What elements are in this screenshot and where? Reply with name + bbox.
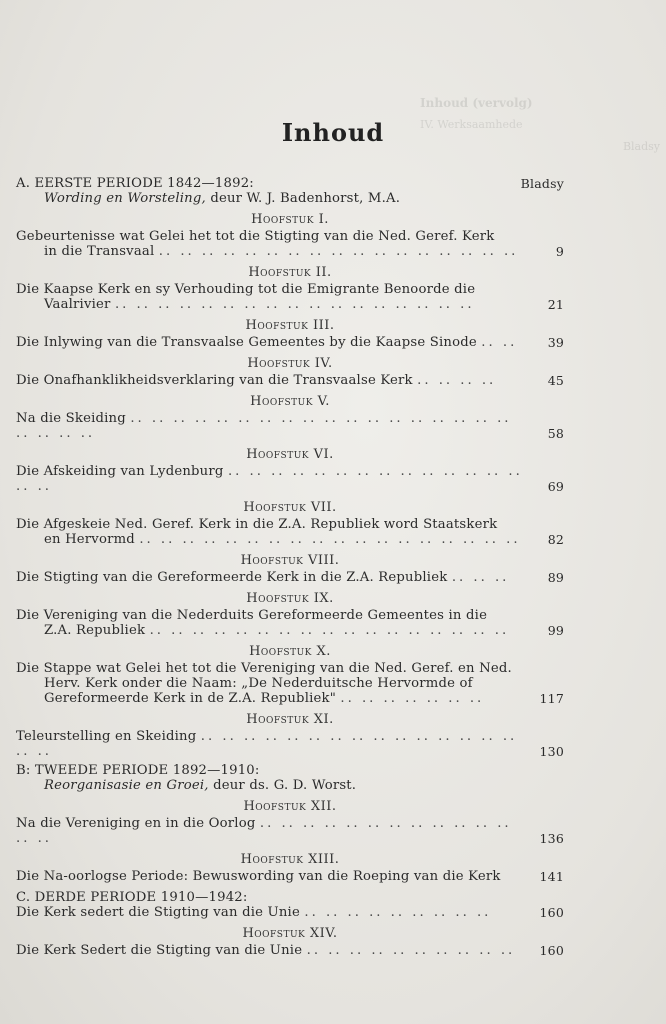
entry-line: Na die Skeiding xyxy=(16,411,126,426)
toc-entry[interactable] xyxy=(16,570,564,585)
section-b-title: B: TWEEDE PERIODE 1892—1910: xyxy=(16,763,260,778)
subtitle-italic: Wording en Worsteling, xyxy=(44,191,206,206)
leader-dots: .. .. .. .. .. .. .. .. .. .. .. .. .. .. xyxy=(16,816,512,846)
chapter-heading: Hoofstuk XI. xyxy=(246,712,334,727)
page-number: 39 xyxy=(547,335,564,350)
toc-entry[interactable] xyxy=(16,517,564,547)
toc-entry[interactable] xyxy=(16,608,564,638)
chapter-heading: Hoofstuk V. xyxy=(250,394,330,409)
toc-entry[interactable] xyxy=(16,905,564,920)
subtitle-author: deur W. J. Badenhorst, M.A. xyxy=(205,191,401,206)
leader-dots: .. .. .. .. .. .. .. .. .. .. .. .. .. .. .. .. xyxy=(16,464,523,494)
entry-line: Gebeurtenisse wat Gelei het tot die Stigting van die Ned. Geref. Kerk xyxy=(16,229,495,244)
entry-line: Vaalrivier xyxy=(44,297,111,312)
entry-line: en Hervormd xyxy=(44,532,135,547)
ghost-line: Inhoud (vervolg) xyxy=(420,96,533,110)
entry-line: Die Inlywing van die Transvaalse Gemeentes by die Kaapse Sinode xyxy=(16,335,477,350)
toc-entry[interactable] xyxy=(16,411,564,441)
leader-dots: .. .. .. .. .. .. .. .. .. .. .. .. .. .. .. .. .. xyxy=(149,623,510,638)
section-c-title: C. DERDE PERIODE 1910—1942: xyxy=(16,890,248,905)
entry-line: Herv. Kerk onder die Naam: „De Nederduitsche Hervormde of xyxy=(44,676,473,691)
leader-dots: .. .. .. .. .. .. .. .. .. .. .. .. .. .. .. .. .. .. .. .. .. .. xyxy=(16,411,512,441)
page-number: 9 xyxy=(555,244,564,259)
page-number: 117 xyxy=(539,691,564,706)
chapter-heading: Hoofstuk VIII. xyxy=(240,553,340,568)
toc-entry[interactable] xyxy=(16,869,564,884)
chapter-heading: Hoofstuk XIII. xyxy=(240,852,340,867)
entry-line: Die Afgeskeie Ned. Geref. Kerk in die Z.A. Republiek word Staatskerk xyxy=(16,517,498,532)
entry-line: Die Na-oorlogse Periode: Bewuswording van die Roeping van die Kerk xyxy=(16,869,501,884)
leader-dots: .. .. xyxy=(481,335,518,350)
entry-line: Die Kerk sedert die Stigting van die Unie xyxy=(16,905,300,920)
page-number: 160 xyxy=(539,905,564,920)
page-number: 89 xyxy=(547,570,564,585)
page-number: 99 xyxy=(547,623,564,638)
page-number: 82 xyxy=(547,532,564,547)
page-number: 130 xyxy=(539,744,564,759)
page-number: 160 xyxy=(539,943,564,958)
chapter-heading: Hoofstuk II. xyxy=(248,265,332,280)
entry-line: Die Kaapse Kerk en sy Verhouding tot die Emigrante Benoorde die xyxy=(16,282,476,297)
chapter-heading: Hoofstuk IV. xyxy=(247,356,333,371)
chapter-heading: Hoofstuk III. xyxy=(245,318,335,333)
toc-entry[interactable] xyxy=(16,282,564,312)
section-subtitle xyxy=(16,778,564,793)
page-number: 141 xyxy=(539,869,564,884)
chapter-heading: Hoofstuk I. xyxy=(251,212,329,227)
leader-dots: .. .. .. .. .. .. .. .. .. .. .. .. .. .. .. .. .. xyxy=(158,244,519,259)
toc-entry[interactable] xyxy=(16,661,564,706)
leader-dots: .. .. .. .. xyxy=(417,373,497,388)
page-number: 58 xyxy=(547,426,564,441)
ghost-line: Bladsy xyxy=(622,140,660,153)
section-subtitle xyxy=(16,191,564,206)
entry-line: Gereformeerde Kerk in de Z.A. Republiek" xyxy=(44,691,336,706)
toc-entry[interactable] xyxy=(16,943,564,958)
leader-dots: .. .. .. .. .. .. .. .. .. xyxy=(304,905,492,920)
toc-entry[interactable] xyxy=(16,373,564,388)
chapter-heading: Hoofstuk X. xyxy=(249,644,331,659)
entry-line: Teleurstelling en Skeiding xyxy=(16,729,197,744)
chapter-heading: Hoofstuk VII. xyxy=(243,500,337,515)
toc-entry[interactable] xyxy=(16,464,564,494)
entry-line: Na die Vereniging en in die Oorlog xyxy=(16,816,256,831)
page-number: 69 xyxy=(547,479,564,494)
leader-dots: .. .. .. xyxy=(451,570,510,585)
toc-entry[interactable] xyxy=(16,729,564,759)
entry-line: in die Transvaal xyxy=(44,244,155,259)
chapter-heading: Hoofstuk IX. xyxy=(246,591,334,606)
ghost-line: IV. Werksaamhede xyxy=(420,118,523,131)
entry-line: Die Stappe wat Gelei het tot die Vereniging van die Ned. Geref. en Ned. xyxy=(16,661,512,676)
chapter-heading: Hoofstuk XIV. xyxy=(242,926,338,941)
page-number: 21 xyxy=(547,297,564,312)
entry-line: Die Vereniging van die Nederduits Gereformeerde Gemeentes in die xyxy=(16,608,488,623)
page-number: 136 xyxy=(539,831,564,846)
entry-line: Die Stigting van die Gereformeerde Kerk in die Z.A. Republiek xyxy=(16,570,448,585)
leader-dots: .. .. .. .. .. .. .. xyxy=(340,691,485,706)
subtitle-author: deur ds. G. D. Worst. xyxy=(208,778,357,793)
leader-dots: .. .. .. .. .. .. .. .. .. .. .. .. .. .. .. .. .. xyxy=(16,729,518,759)
entry-line: Die Onafhanklikheidsverklaring van die Transvaalse Kerk xyxy=(16,373,413,388)
section-a-title: A. EERSTE PERIODE 1842—1892: xyxy=(16,176,254,191)
entry-line: Z.A. Republiek xyxy=(44,623,146,638)
section-heading xyxy=(16,763,564,778)
entry-line: Die Afskeiding van Lydenburg xyxy=(16,464,224,479)
bladsy-label: Bladsy xyxy=(520,176,564,191)
toc-entry[interactable] xyxy=(16,816,564,846)
section-heading xyxy=(16,890,564,905)
toc-entry[interactable] xyxy=(16,229,564,259)
toc-entry[interactable] xyxy=(16,335,564,350)
leader-dots: .. .. .. .. .. .. .. .. .. .. xyxy=(306,943,516,958)
entry-line: Die Kerk Sedert die Stigting van die Unie xyxy=(16,943,303,958)
page-title: Inhoud xyxy=(281,118,385,147)
chapter-heading: Hoofstuk XII. xyxy=(243,799,337,814)
chapter-heading: Hoofstuk VI. xyxy=(246,447,334,462)
subtitle-italic: Reorganisasie en Groei, xyxy=(44,778,209,793)
section-heading xyxy=(16,176,564,191)
table-of-contents xyxy=(16,176,564,958)
leader-dots: .. .. .. .. .. .. .. .. .. .. .. .. .. .. .. .. .. .. xyxy=(139,532,521,547)
leader-dots: .. .. .. .. .. .. .. .. .. .. .. .. .. .. .. .. .. xyxy=(114,297,475,312)
page-number: 45 xyxy=(547,373,564,388)
